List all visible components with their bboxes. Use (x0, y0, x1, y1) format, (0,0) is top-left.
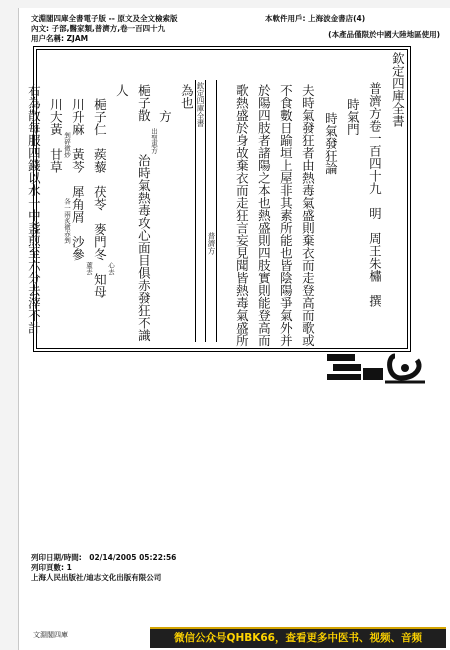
header-line-2: 內文: 子部,醫家類,普濟方,卷一百四十九 (31, 24, 166, 33)
formula-title: 梔子散 (136, 84, 152, 122)
text-column-5: 夫時氣發狂者由熱毒氣盛則棄衣而走登高而歌或 (300, 84, 316, 347)
fold-strip-subtitle: 普濟方 (207, 232, 216, 255)
ingredient-note-maimen: 心去 (107, 262, 115, 275)
text-column-2: 普濟方卷一百四十九 明 周王朱橚 撰 (367, 82, 383, 307)
formula-indication: 治時氣熱毒攻心面目俱赤發狂不識 (136, 154, 152, 342)
fold-strip-title: 欽定四庫全書 (196, 82, 205, 127)
print-date: 列印日期/時間: 02/14/2005 05:22:56 (31, 553, 177, 562)
watermark-banner: 微信公众号QHBK66，查看更多中医书、视频、音频 (150, 627, 446, 648)
header-left (31, 14, 177, 44)
text-column-4: 時氣發狂論 (323, 112, 339, 175)
ingredient-note-dahuang: 剉碎微炒 (63, 132, 71, 158)
text-column-7: 於陽四肢者諸陽之本也熱盛則四肢實則能登高而 (256, 84, 272, 347)
header-line-3: 用户名稱: ZJAM (31, 34, 89, 43)
formula-source-note: 出聖惠方 (150, 128, 158, 154)
ingredient-row-1: 梔子仁 蒺藜 茯苓 麥門冬 知母 (92, 98, 108, 298)
text-column-8: 歌熱盛於身故棄衣而走狂言妄見聞皆熱毒氣盛所 (234, 84, 250, 347)
ingredient-row-2: 川升麻 黃芩 犀角屑 沙參 (70, 98, 86, 261)
header-right (265, 14, 440, 40)
text-column-10: 方 (157, 110, 173, 123)
header-line-1: 文淵閣四庫全書電子版 -- 原文及全文檢索版 (31, 14, 178, 23)
next-page-header-fragment: 文淵閣四庫 (33, 631, 68, 639)
text-column-9: 為也 (179, 84, 195, 109)
text-column-1: 欽定四庫全書 (390, 52, 406, 127)
print-pages: 列印頁數: 1 (31, 563, 72, 572)
text-column-3: 時氣門 (345, 98, 361, 136)
ingredient-row-3: 川大黃 甘草 (48, 98, 64, 173)
fold-strip-divider (205, 80, 206, 342)
publisher-logo (325, 350, 430, 385)
header-user: 本軟件用戶: 上海波金書店(4) (265, 14, 366, 23)
publisher-name: 上海人民出版社/迪志文化出版有限公司 (31, 573, 162, 582)
text-column-17: 右為散每服四錢以水一中盞煎至六分去滓不計 (26, 84, 42, 334)
text-column-12: 人 (114, 84, 130, 97)
header-region: (本產品僅限於中國大陸地區使用) (328, 30, 440, 39)
ingredient-note-shashen: 蘆去 (85, 262, 93, 275)
print-footer (31, 553, 176, 583)
text-column-6: 不食數日踰垣上屋非其素所能也皆陰陽爭氣外并 (278, 84, 294, 347)
ingredient-note-gancao: 各一兩炙微赤剉 (63, 198, 71, 244)
